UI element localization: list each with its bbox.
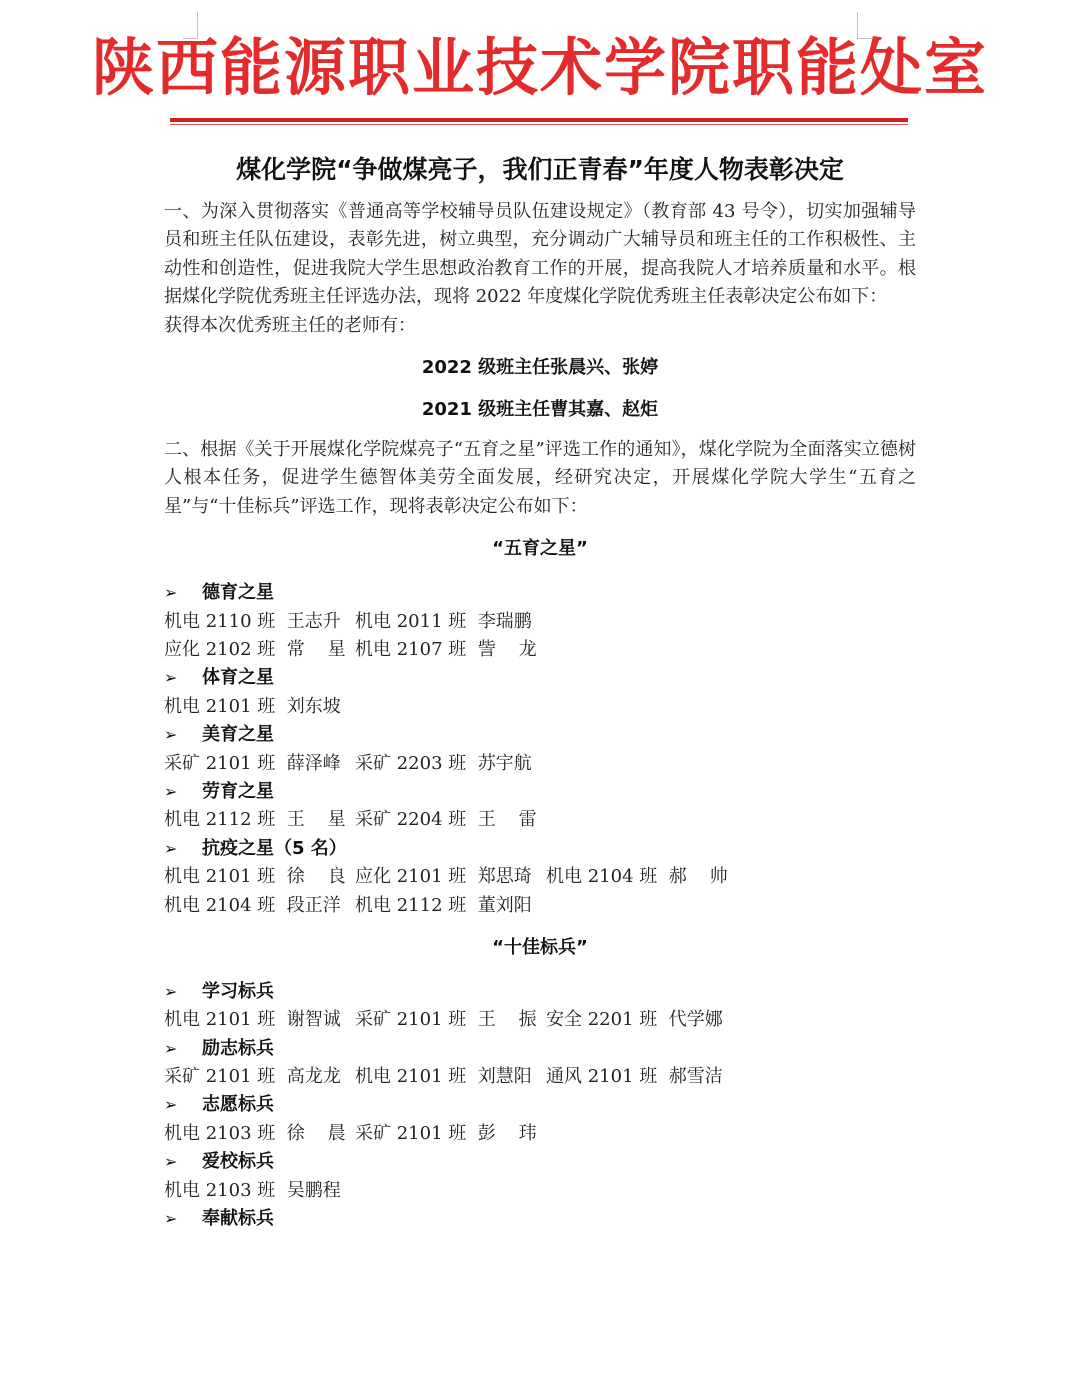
bullet-arrow-icon: ➢: [164, 1209, 178, 1229]
awardee-row: [164, 863, 916, 891]
awardee-entry: 机电 2103 班 徐 晨: [164, 1122, 346, 1144]
category-name: 德育之星: [202, 582, 274, 604]
section-title-five-stars: “五育之星”: [492, 538, 588, 560]
awardee-row: [164, 1006, 916, 1034]
intro-paragraph: 一、为深入贯彻落实《普通高等学校辅导员队伍建设规定》（教育部 43 号令），切实加强辅导员和班主任队伍建设，表彰先进，树立典型，充分调动广大辅导员和班主任的工作积极性、主动性和创造性，促进我院大学生思想政治教育工作的开展，提高我院人才培养质量和水平。根据煤化学院优秀班主任评选办法，现将 2022 年度煤化学院优秀班主任表彰决定公布如下：: [164, 201, 916, 308]
category-heading: [164, 835, 916, 863]
awardee-row: [164, 1177, 916, 1205]
awardee-entry: 机电 2104 班 郝 帅: [546, 866, 728, 888]
awardee-entry: 采矿 2101 班 高龙龙: [164, 1066, 341, 1088]
awardee-entry: 采矿 2204 班 王 雷: [355, 809, 537, 831]
bullet-arrow-icon: ➢: [164, 781, 178, 801]
document-body: [164, 198, 916, 1233]
category-name: 体育之星: [202, 667, 274, 689]
bullet-arrow-icon: ➢: [164, 668, 178, 688]
class-teacher-line: 2022 级班主任张晨兴、张婷: [421, 357, 659, 379]
category-name: 抗疫之星（5 名）: [202, 837, 347, 859]
category-name: 奉献标兵: [202, 1208, 274, 1230]
awardee-entry: 应化 2102 班 常 星: [164, 639, 346, 661]
winners-intro: 获得本次优秀班主任的老师有：: [164, 314, 416, 336]
bullet-arrow-icon: ➢: [164, 1152, 178, 1172]
awardee-row: [164, 806, 916, 834]
category-heading: [164, 1148, 916, 1176]
awardee-entry: 机电 2104 班 段正洋: [164, 894, 341, 916]
awardee-row: [164, 1120, 916, 1148]
category-name: 爱校标兵: [202, 1151, 274, 1173]
awardee-entry: 机电 2103 班 吴鹏程: [164, 1179, 341, 1201]
bullet-arrow-icon: ➢: [164, 725, 178, 745]
masthead-rule-thin: [170, 124, 908, 125]
bullet-arrow-icon: ➢: [164, 1038, 178, 1058]
section-title-ten-models: “十佳标兵”: [492, 936, 588, 958]
awardee-row: [164, 608, 916, 636]
awardee-entry: 机电 2101 班 徐 良: [164, 866, 346, 888]
category-heading: [164, 1091, 916, 1119]
awardee-entry: 机电 2011 班 李瑞鹏: [355, 610, 532, 632]
document-title: 煤化学院“争做煤亮子，我们正青春”年度人物表彰决定: [236, 155, 844, 184]
awardee-entry: 采矿 2101 班 王 振: [355, 1009, 537, 1031]
ten-models-list: [164, 978, 916, 1234]
awardee-entry: 采矿 2101 班 彭 玮: [355, 1122, 537, 1144]
category-heading: [164, 778, 916, 806]
class-teacher-line: 2021 级班主任曹其嘉、赵炬: [421, 399, 659, 421]
awardee-entry: 采矿 2101 班 薛泽峰: [164, 752, 341, 774]
awardee-row: [164, 636, 916, 664]
bullet-arrow-icon: ➢: [164, 838, 178, 858]
bullet-arrow-icon: ➢: [164, 1095, 178, 1115]
category-heading: [164, 978, 916, 1006]
awardee-row: [164, 750, 916, 778]
awardee-entry: 机电 2107 班 訾 龙: [355, 639, 537, 661]
awardee-entry: 安全 2201 班 代学娜: [546, 1009, 723, 1031]
masthead-title: 陕西能源职业技术学院职能处室: [91, 35, 988, 103]
category-name: 劳育之星: [202, 780, 274, 802]
awardee-entry: 机电 2101 班 刘慧阳: [355, 1066, 532, 1088]
awardee-entry: 机电 2101 班 谢智诚: [164, 1009, 341, 1031]
awardee-row: [164, 892, 916, 920]
masthead-rule: [170, 118, 908, 122]
bullet-arrow-icon: ➢: [164, 981, 178, 1001]
category-name: 励志标兵: [202, 1037, 274, 1059]
awardee-row: [164, 1063, 916, 1091]
awardee-entry: 机电 2112 班 董刘阳: [355, 894, 532, 916]
category-heading: [164, 1035, 916, 1063]
category-heading: [164, 664, 916, 692]
category-name: 美育之星: [202, 724, 274, 746]
category-heading: [164, 579, 916, 607]
category-heading: [164, 721, 916, 749]
second-paragraph: 二、根据《关于开展煤化学院煤亮子“五育之星”评选工作的通知》，煤化学院为全面落实立德树人根本任务，促进学生德智体美劳全面发展，经研究决定，开展煤化学院大学生“五育之星”与“十佳标兵”评选工作，现将表彰决定公布如下：: [164, 439, 916, 517]
category-name: 学习标兵: [202, 980, 274, 1002]
awardee-entry: 机电 2112 班 王 星: [164, 809, 346, 831]
category-heading: [164, 1205, 916, 1233]
awardee-entry: 应化 2101 班 郑思琦: [355, 866, 532, 888]
five-stars-list: [164, 579, 916, 920]
awardee-entry: 通风 2101 班 郝雪洁: [546, 1066, 723, 1088]
awardee-entry: 采矿 2203 班 苏宇航: [355, 752, 532, 774]
awardee-entry: 机电 2101 班 刘东坡: [164, 695, 341, 717]
category-name: 志愿标兵: [202, 1094, 274, 1116]
awardee-entry: 机电 2110 班 王志升: [164, 610, 341, 632]
awardee-row: [164, 693, 916, 721]
bullet-arrow-icon: ➢: [164, 583, 178, 603]
